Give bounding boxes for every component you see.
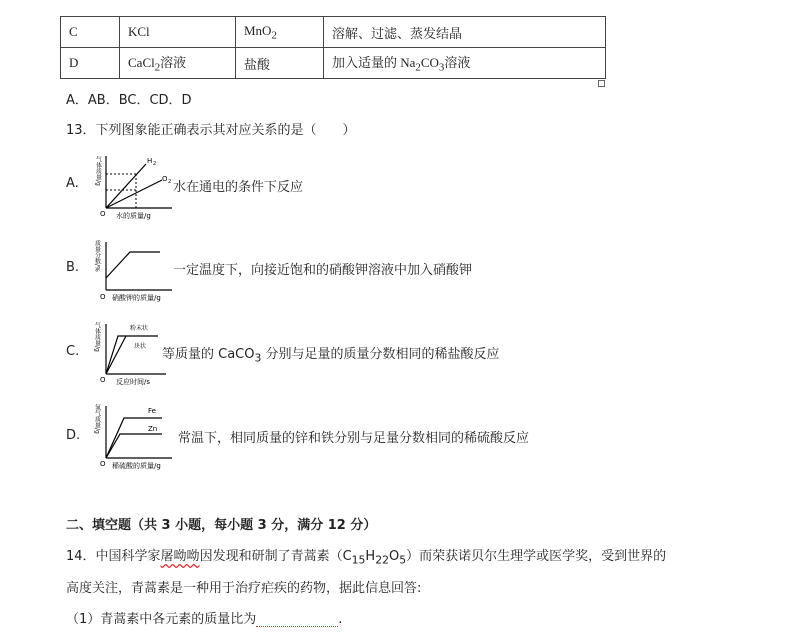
q13-stem: 13．下列图象能正确表示其对应关系的是（ ）: [66, 123, 356, 138]
x-axis-label: 稀硫酸的质量/g: [112, 462, 161, 470]
series-sub: 2: [168, 179, 172, 185]
table-row: [61, 17, 606, 48]
formula-o: O: [388, 549, 400, 564]
subscript: 2: [271, 29, 277, 42]
subscript: 3: [254, 351, 262, 365]
x-axis-label: 硝酸钾的质量/g: [112, 294, 161, 302]
option-a-label: A.: [66, 176, 79, 191]
y-axis-label: 氢气质量/g: [93, 404, 101, 434]
formula: MnO: [244, 22, 272, 38]
y-axis-label: 气体质量/g: [93, 322, 101, 352]
x-axis-label: 反应时间/s: [116, 378, 151, 386]
table-cell: C: [61, 17, 120, 48]
option-c-text-pre: 等质量的 CaCO: [162, 347, 255, 362]
q14-post: ）而荣获诺贝尔生理学或医学奖，受到世界的: [406, 549, 667, 564]
origin-label: O: [100, 293, 106, 301]
table-cell: 盐酸: [236, 48, 324, 79]
series-label: O: [162, 175, 168, 183]
option-c-text: [162, 343, 500, 365]
series-label: Fe: [148, 407, 156, 415]
formula: CaCl: [128, 55, 155, 71]
q14-pre: 14．中国科学家: [66, 549, 161, 564]
series-sub: 2: [153, 161, 157, 167]
y-axis-label: 气体质量/g: [94, 156, 102, 186]
method-tail: 溶液: [444, 55, 471, 71]
graph-c: [92, 318, 172, 388]
table-cell: D: [61, 48, 120, 79]
subscript: 2: [154, 61, 161, 74]
formula-tail: 溶液: [160, 56, 187, 72]
q14-line3-text: （1）青蒿素中各元素的质量比为: [66, 612, 257, 627]
option-a-text: 水在通电的条件下反应: [173, 180, 304, 195]
graph-d: [92, 400, 176, 472]
option-d-label: D.: [66, 428, 81, 443]
table-cell: [324, 48, 606, 79]
series-label: 粉末状: [130, 325, 149, 332]
series-label: H: [147, 157, 153, 165]
option-d-text: 常温下，相同质量的锌和铁分别与足量分数相同的稀硫酸反应: [178, 431, 530, 446]
option-c-label: C.: [66, 344, 80, 359]
q14-mid: 因发现和研制了青蒿素（C: [199, 549, 352, 564]
q14-line3: [66, 608, 342, 627]
table-cell: KCl: [120, 17, 236, 48]
subscript: 3: [438, 61, 445, 74]
formula-h: H: [365, 549, 376, 564]
q14-line1: [66, 545, 666, 567]
origin-label: O: [100, 210, 106, 218]
graph-b: [92, 236, 182, 306]
q12-answer: A．AB．BC．CD．D: [66, 93, 192, 108]
origin-label: O: [100, 460, 106, 468]
option-b-text: 一定温度下，向接近饱和的硝酸钾溶液中加入硝酸钾: [173, 263, 473, 278]
answer-blank[interactable]: [256, 614, 338, 627]
option-b-label: B.: [66, 260, 80, 275]
q14-name: 屠呦呦: [160, 549, 200, 564]
table-cell: 溶解、过滤、蒸发结晶: [324, 17, 606, 48]
table-cell: [236, 17, 324, 48]
subscript: 22: [375, 553, 389, 567]
q14-line2: 高度关注，青蒿素是一种用于治疗疟疾的药物，据此信息回答:: [66, 581, 422, 596]
option-c-text-post: 分别与足量的质量分数相同的稀盐酸反应: [265, 347, 500, 362]
q14-line3-end: .: [338, 612, 343, 627]
table-row: [61, 48, 606, 79]
subscript: 15: [351, 553, 366, 567]
series-label: 块状: [134, 343, 147, 350]
origin-label: O: [100, 376, 106, 384]
options-table: [60, 16, 606, 79]
method-mid: CO: [420, 55, 439, 71]
y-axis-label: 质量分数/%: [93, 240, 101, 272]
graph-a: [94, 150, 178, 222]
resize-handle[interactable]: [598, 80, 605, 87]
subscript: 5: [399, 553, 407, 567]
x-axis-label: 水的质量/g: [116, 212, 151, 220]
method-pre: 加入适量的 Na: [332, 55, 416, 71]
subscript: 2: [415, 61, 421, 74]
section-heading: 二、填空题（共 3 小题，每小题 3 分，满分 12 分）: [66, 518, 377, 533]
series-label: Zn: [148, 425, 158, 433]
table-cell: [120, 48, 236, 79]
